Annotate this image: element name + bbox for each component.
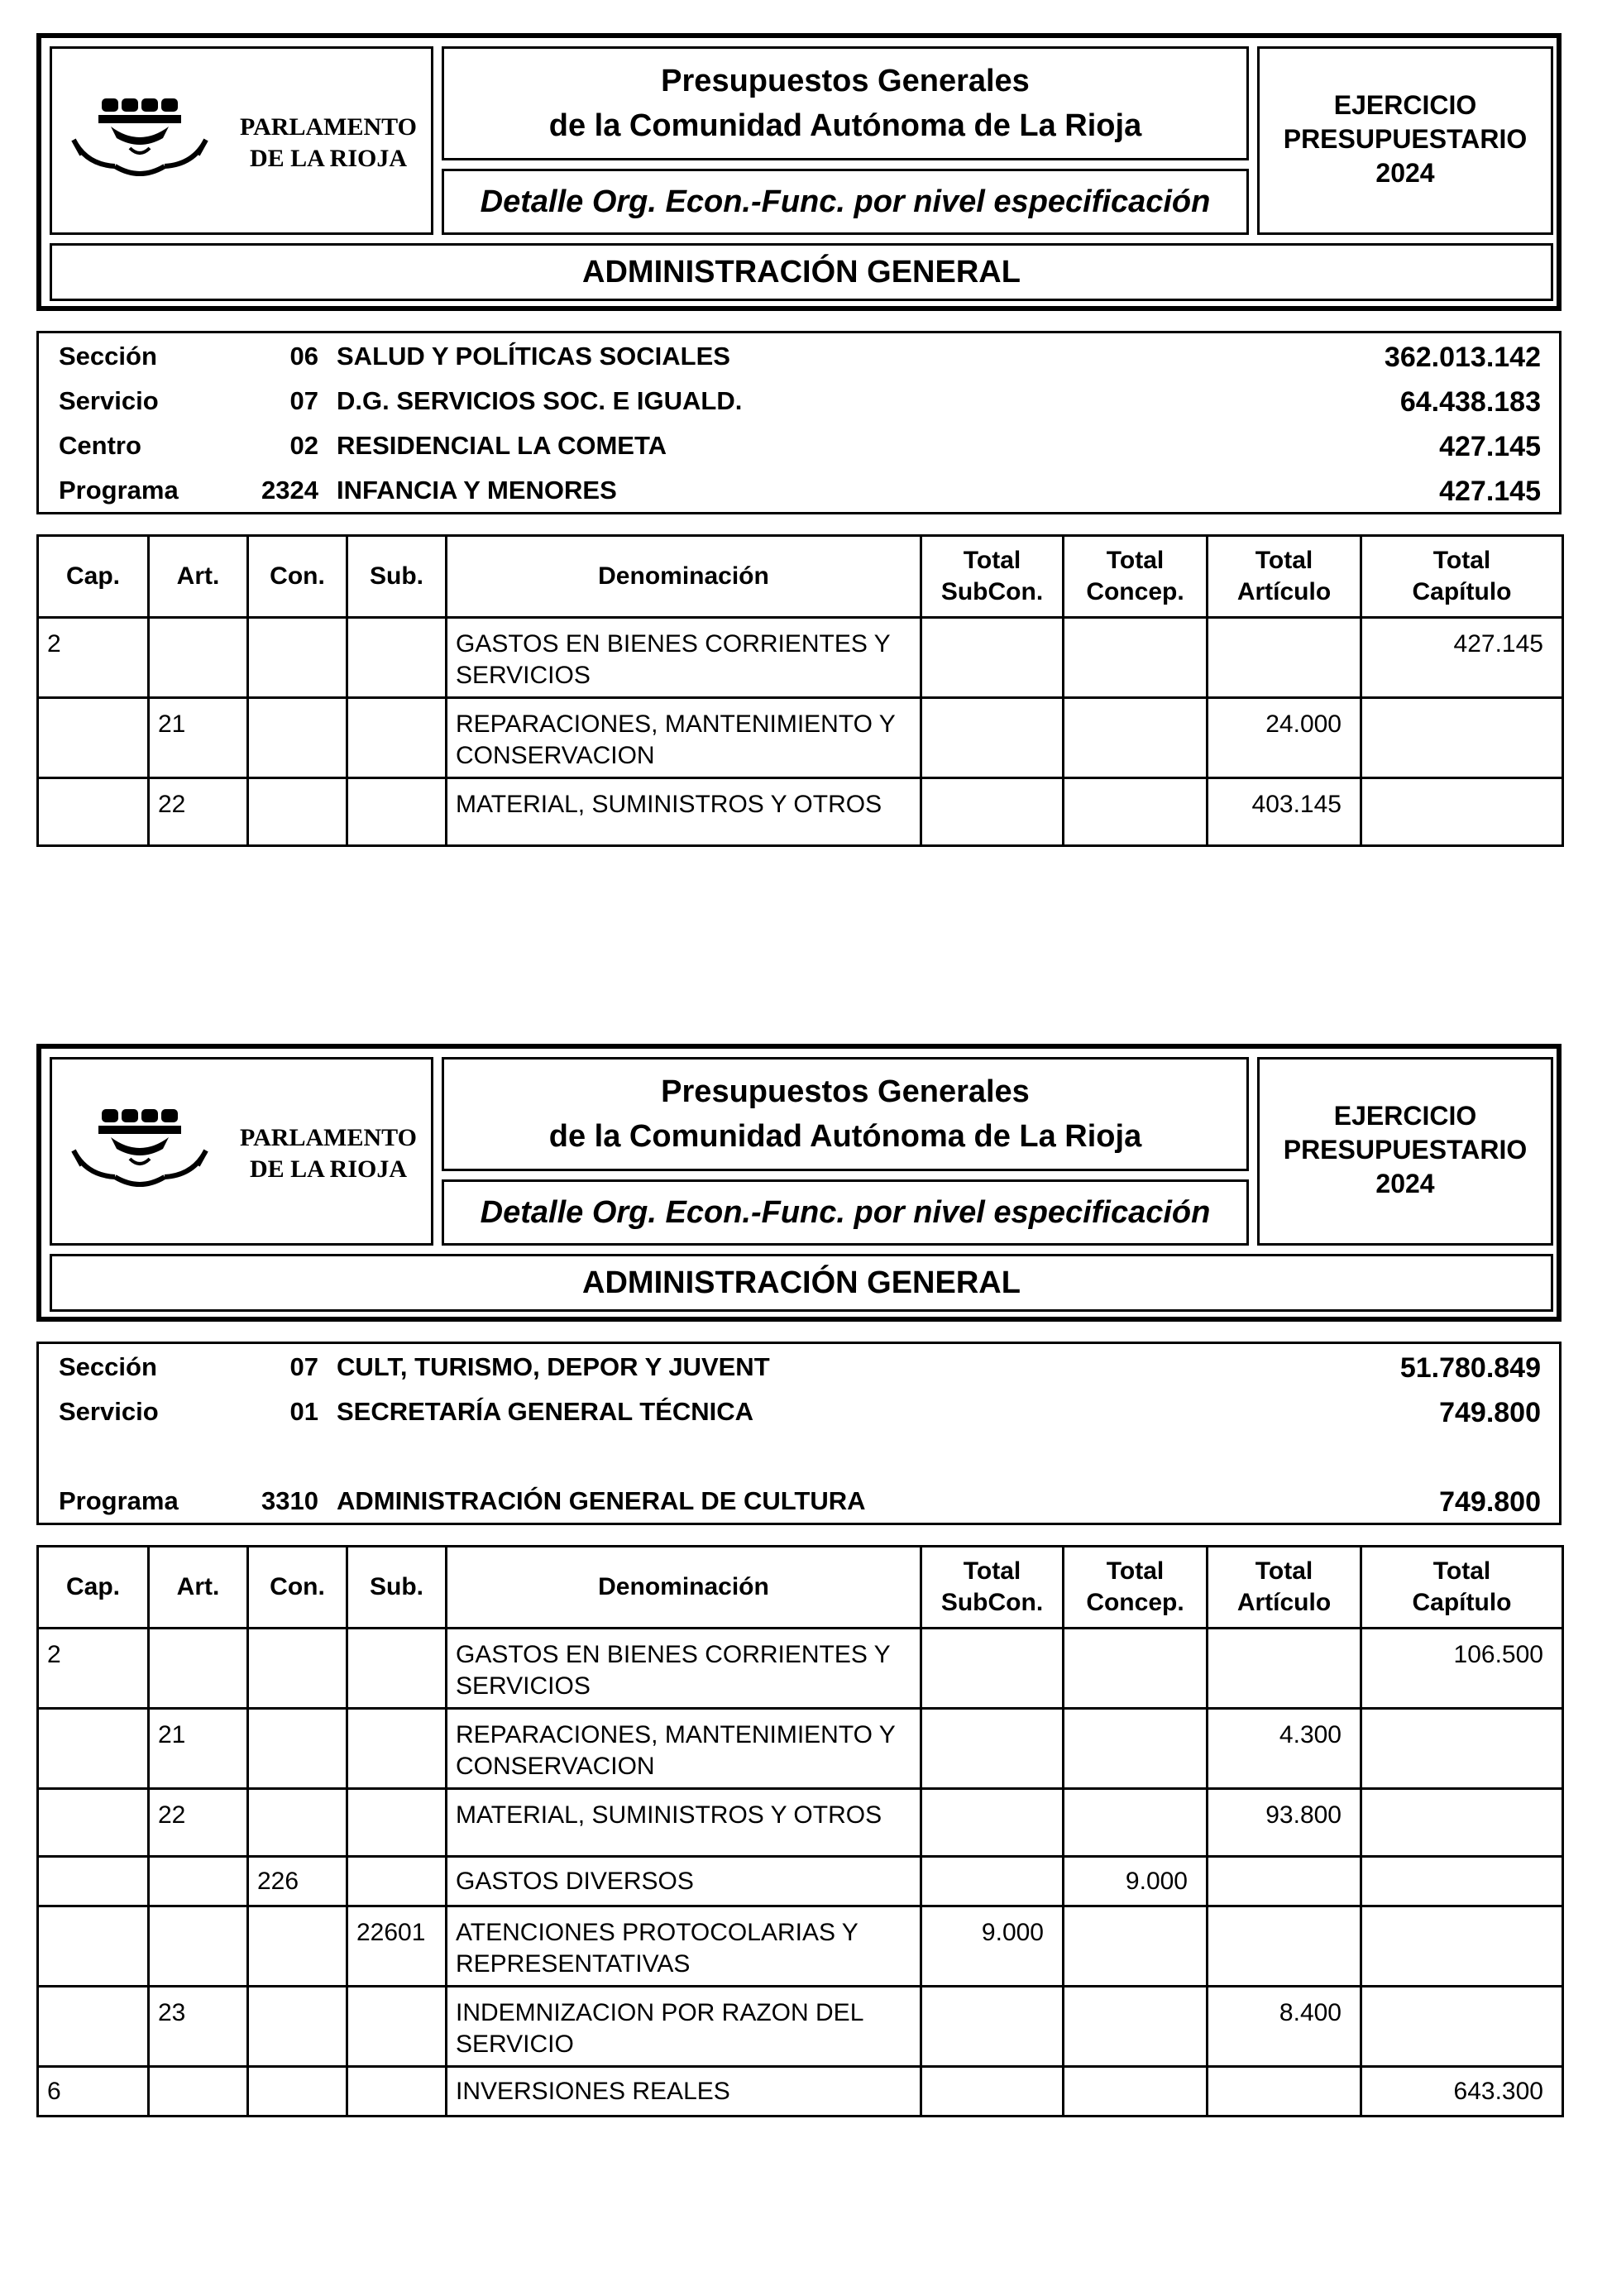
- document-header: [36, 33, 1562, 311]
- table-row: [38, 618, 1563, 698]
- cell-denominacion: GASTOS EN BIENES CORRIENTES Y SERVICIOS: [447, 1629, 921, 1709]
- cell-concep: [1064, 1906, 1208, 1987]
- info-row: [39, 1344, 1559, 1389]
- cell-concep: [1064, 1629, 1208, 1709]
- cell-concep: [1064, 1789, 1208, 1857]
- col-header-total-capitulo: Total Capítulo: [1361, 1547, 1563, 1629]
- cell-subcon: [921, 618, 1064, 698]
- cell-articulo: 4.300: [1208, 1709, 1361, 1789]
- cell-articulo: [1208, 1857, 1361, 1906]
- cell-denominacion: GASTOS EN BIENES CORRIENTES Y SERVICIOS: [447, 618, 921, 698]
- title-line1: Presupuestos Generales: [661, 64, 1030, 98]
- cell-concep: [1064, 778, 1208, 846]
- col-header-total-capitulo: Total Capítulo: [1361, 536, 1563, 618]
- info-name: RESIDENCIAL LA COMETA: [337, 431, 667, 460]
- table-row: [38, 1906, 1563, 1987]
- organization-info: [36, 1342, 1562, 1525]
- org-name: [232, 112, 424, 175]
- col-header-con: Con.: [248, 1547, 347, 1629]
- info-amount: 51.780.849: [1399, 1352, 1541, 1384]
- org-name-line1: PARLAMENTO: [240, 1124, 417, 1151]
- cell-con: [248, 698, 347, 778]
- table-row: [38, 1857, 1563, 1906]
- cell-sub: [347, 2067, 447, 2117]
- cell-capitulo: [1361, 1857, 1563, 1906]
- document-title: [442, 46, 1249, 160]
- cell-con: [248, 2067, 347, 2117]
- cell-articulo: 24.000: [1208, 698, 1361, 778]
- fiscal-year-value: 2024: [1375, 158, 1435, 188]
- info-row: [39, 333, 1559, 378]
- fiscal-year-box: [1257, 1057, 1553, 1246]
- cell-denominacion: INVERSIONES REALES: [447, 2067, 921, 2117]
- org-name-line2: DE LA RIOJA: [249, 1155, 408, 1183]
- info-row: [39, 378, 1559, 423]
- cell-concep: [1064, 698, 1208, 778]
- cell-articulo: [1208, 1629, 1361, 1709]
- info-code: 07: [289, 386, 318, 415]
- cell-cap: [38, 1906, 149, 1987]
- cell-art: [149, 1906, 248, 1987]
- info-row: [39, 423, 1559, 467]
- cell-art: 22: [149, 778, 248, 846]
- cell-capitulo: [1361, 698, 1563, 778]
- cell-concep: [1064, 618, 1208, 698]
- org-name: [232, 1122, 424, 1185]
- info-amount: 427.145: [1439, 431, 1541, 462]
- organization-info: [36, 331, 1562, 514]
- col-header-total-articulo: Total Artículo: [1208, 536, 1361, 618]
- cell-capitulo: [1361, 1709, 1563, 1789]
- info-label: Centro: [59, 431, 141, 460]
- cell-denominacion: INDEMNIZACION POR RAZON DEL SERVICIO: [447, 1987, 921, 2067]
- cell-concep: [1064, 1709, 1208, 1789]
- cell-articulo: 93.800: [1208, 1789, 1361, 1857]
- cell-cap: 2: [38, 1629, 149, 1709]
- cell-denominacion: ATENCIONES PROTOCOLARIAS Y REPRESENTATIVAS: [447, 1906, 921, 1987]
- cell-denominacion: REPARACIONES, MANTENIMIENTO Y CONSERVACION: [447, 698, 921, 778]
- table-row: [38, 1789, 1563, 1857]
- cell-subcon: [921, 2067, 1064, 2117]
- cell-cap: 6: [38, 2067, 149, 2117]
- info-row-empty: [39, 1433, 1559, 1478]
- col-header-total-subcon: Total SubCon.: [921, 1547, 1064, 1629]
- budget-table: [36, 534, 1564, 847]
- cell-articulo: 8.400: [1208, 1987, 1361, 2067]
- col-header-total-concep: Total Concep.: [1064, 1547, 1208, 1629]
- cell-cap: [38, 1789, 149, 1857]
- cell-subcon: [921, 778, 1064, 846]
- cell-art: [149, 1629, 248, 1709]
- table-header-row: [38, 536, 1563, 618]
- cell-cap: [38, 1709, 149, 1789]
- info-name: D.G. SERVICIOS SOC. E IGUALD.: [337, 386, 743, 415]
- info-code: 2324: [261, 476, 318, 505]
- cell-articulo: 403.145: [1208, 778, 1361, 846]
- cell-capitulo: 643.300: [1361, 2067, 1563, 2117]
- cell-cap: [38, 1857, 149, 1906]
- cell-capitulo: [1361, 1789, 1563, 1857]
- info-label: Servicio: [59, 386, 159, 415]
- table-row: [38, 2067, 1563, 2117]
- cell-articulo: [1208, 2067, 1361, 2117]
- cell-concep: [1064, 2067, 1208, 2117]
- info-amount: 362.013.142: [1384, 342, 1541, 373]
- info-amount: 749.800: [1439, 1397, 1541, 1428]
- info-name: ADMINISTRACIÓN GENERAL DE CULTURA: [337, 1486, 866, 1515]
- logo-box: [50, 1057, 433, 1246]
- fiscal-year-box: [1257, 46, 1553, 235]
- table-row: [38, 778, 1563, 846]
- info-amount: 427.145: [1439, 476, 1541, 507]
- budget-block-2: [36, 1044, 1562, 2117]
- cell-con: [248, 1709, 347, 1789]
- org-name-line1: PARLAMENTO: [240, 113, 417, 141]
- info-row: [39, 1478, 1559, 1523]
- cell-con: [248, 618, 347, 698]
- budget-table: [36, 1545, 1564, 2117]
- table-row: [38, 1709, 1563, 1789]
- table-header-row: [38, 1547, 1563, 1629]
- cell-capitulo: [1361, 1906, 1563, 1987]
- cell-con: 226: [248, 1857, 347, 1906]
- cell-sub: [347, 1629, 447, 1709]
- info-amount: 64.438.183: [1399, 386, 1541, 418]
- cell-sub: [347, 1857, 447, 1906]
- fiscal-year-line2: PRESUPUESTARIO: [1283, 124, 1528, 154]
- cell-articulo: [1208, 618, 1361, 698]
- cell-cap: [38, 1987, 149, 2067]
- info-code: 07: [289, 1352, 318, 1381]
- info-label: Sección: [59, 1352, 157, 1381]
- administration-title: ADMINISTRACIÓN GENERAL: [50, 1254, 1553, 1312]
- col-header-cap: Cap.: [38, 536, 149, 618]
- title-line1: Presupuestos Generales: [661, 1074, 1030, 1109]
- info-name: SECRETARÍA GENERAL TÉCNICA: [337, 1397, 754, 1426]
- info-code: 06: [289, 342, 318, 371]
- cell-art: 21: [149, 698, 248, 778]
- cell-concep: [1064, 1987, 1208, 2067]
- cell-cap: [38, 698, 149, 778]
- cell-sub: 22601: [347, 1906, 447, 1987]
- table-row: [38, 698, 1563, 778]
- info-code: 01: [289, 1397, 318, 1426]
- cell-sub: [347, 778, 447, 846]
- info-code: 3310: [261, 1486, 318, 1515]
- cell-articulo: [1208, 1906, 1361, 1987]
- cell-sub: [347, 1789, 447, 1857]
- info-label: Sección: [59, 342, 157, 371]
- col-header-con: Con.: [248, 536, 347, 618]
- info-name: SALUD Y POLÍTICAS SOCIALES: [337, 342, 730, 371]
- org-name-line2: DE LA RIOJA: [249, 145, 408, 172]
- cell-con: [248, 1987, 347, 2067]
- col-header-total-articulo: Total Artículo: [1208, 1547, 1361, 1629]
- budget-block-1: [36, 33, 1562, 847]
- title-line2: de la Comunidad Autónoma de La Rioja: [548, 1119, 1142, 1154]
- cell-subcon: [921, 1629, 1064, 1709]
- cell-cap: 2: [38, 618, 149, 698]
- cell-con: [248, 1906, 347, 1987]
- fiscal-year-line2: PRESUPUESTARIO: [1283, 1135, 1528, 1165]
- table-row: [38, 1629, 1563, 1709]
- cell-cap: [38, 778, 149, 846]
- cell-art: [149, 618, 248, 698]
- col-header-cap: Cap.: [38, 1547, 149, 1629]
- col-header-art: Art.: [149, 1547, 248, 1629]
- cell-sub: [347, 1987, 447, 2067]
- cell-capitulo: [1361, 778, 1563, 846]
- info-label: Programa: [59, 1486, 179, 1515]
- cell-art: 22: [149, 1789, 248, 1857]
- document-subtitle: Detalle Org. Econ.-Func. por nivel especificación: [442, 1179, 1249, 1246]
- col-header-denominacion: Denominación: [447, 1547, 921, 1629]
- info-code: 02: [289, 431, 318, 460]
- administration-title: ADMINISTRACIÓN GENERAL: [50, 243, 1553, 301]
- cell-sub: [347, 618, 447, 698]
- title-line2: de la Comunidad Autónoma de La Rioja: [548, 108, 1142, 143]
- cell-con: [248, 1629, 347, 1709]
- cell-con: [248, 778, 347, 846]
- cell-denominacion: MATERIAL, SUMINISTROS Y OTROS: [447, 1789, 921, 1857]
- info-name: CULT, TURISMO, DEPOR Y JUVENT: [337, 1352, 770, 1381]
- cell-con: [248, 1789, 347, 1857]
- cell-art: [149, 2067, 248, 2117]
- cell-capitulo: [1361, 1987, 1563, 2067]
- cell-subcon: [921, 1987, 1064, 2067]
- document-header: [36, 1044, 1562, 1322]
- cell-sub: [347, 1709, 447, 1789]
- cell-capitulo: 427.145: [1361, 618, 1563, 698]
- col-header-denominacion: Denominación: [447, 536, 921, 618]
- cell-subcon: [921, 1857, 1064, 1906]
- parliament-logo-icon: [65, 90, 231, 206]
- info-row: [39, 467, 1559, 512]
- table-row: [38, 1987, 1563, 2067]
- cell-subcon: [921, 1789, 1064, 1857]
- document-title: [442, 1057, 1249, 1171]
- logo-box: [50, 46, 433, 235]
- cell-art: 21: [149, 1709, 248, 1789]
- info-amount: 749.800: [1439, 1486, 1541, 1518]
- fiscal-year-line1: EJERCICIO: [1333, 1101, 1477, 1131]
- cell-denominacion: GASTOS DIVERSOS: [447, 1857, 921, 1906]
- document-subtitle: Detalle Org. Econ.-Func. por nivel especificación: [442, 169, 1249, 235]
- info-row: [39, 1389, 1559, 1433]
- cell-denominacion: REPARACIONES, MANTENIMIENTO Y CONSERVACION: [447, 1709, 921, 1789]
- col-header-sub: Sub.: [347, 536, 447, 618]
- cell-denominacion: MATERIAL, SUMINISTROS Y OTROS: [447, 778, 921, 846]
- fiscal-year-line1: EJERCICIO: [1333, 90, 1477, 120]
- info-label: Servicio: [59, 1397, 159, 1426]
- parliament-logo-icon: [65, 1101, 231, 1217]
- col-header-art: Art.: [149, 536, 248, 618]
- col-header-sub: Sub.: [347, 1547, 447, 1629]
- cell-art: [149, 1857, 248, 1906]
- col-header-total-subcon: Total SubCon.: [921, 536, 1064, 618]
- cell-subcon: [921, 698, 1064, 778]
- cell-art: 23: [149, 1987, 248, 2067]
- info-name: INFANCIA Y MENORES: [337, 476, 617, 505]
- col-header-total-concep: Total Concep.: [1064, 536, 1208, 618]
- cell-subcon: 9.000: [921, 1906, 1064, 1987]
- info-label: Programa: [59, 476, 179, 505]
- cell-sub: [347, 698, 447, 778]
- cell-capitulo: 106.500: [1361, 1629, 1563, 1709]
- fiscal-year-value: 2024: [1375, 1169, 1435, 1198]
- cell-concep: 9.000: [1064, 1857, 1208, 1906]
- cell-subcon: [921, 1709, 1064, 1789]
